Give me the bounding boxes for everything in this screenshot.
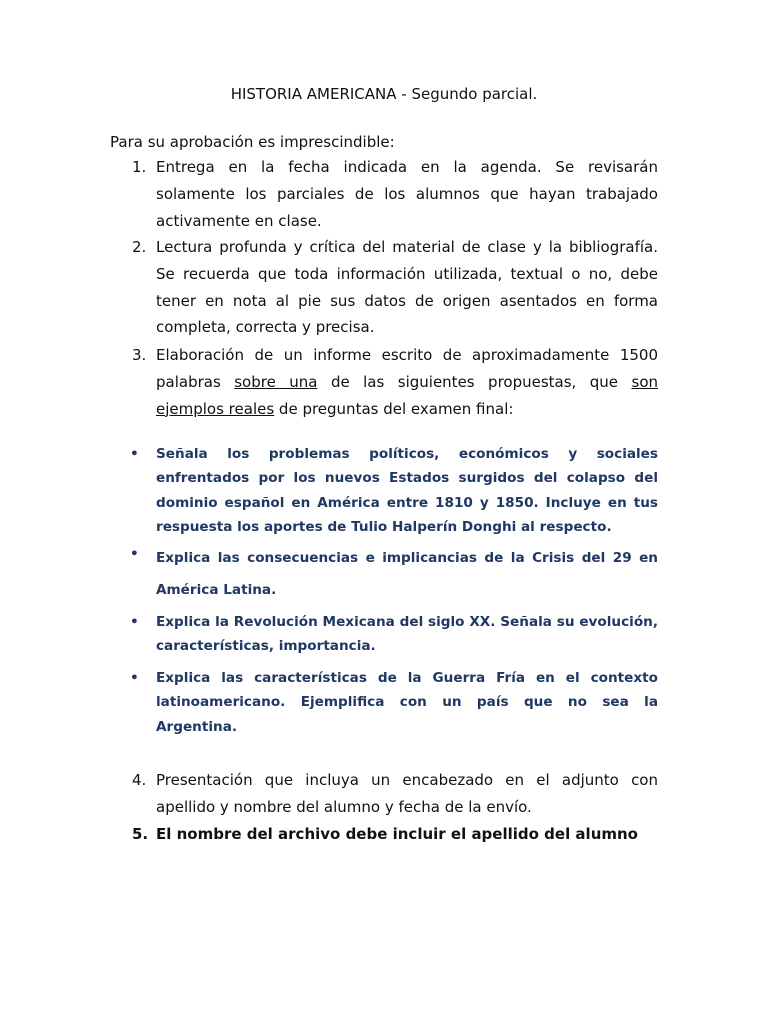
document-title: HISTORIA AMERICANA - Segundo parcial. [230,85,538,103]
bullet-text: Explica la Revolución Mexicana del siglo XX. Señala su evolución, características, importancia. [156,614,658,655]
list-number: 3. [132,346,147,364]
list-item-3 [110,342,658,422]
item3-text-c: de preguntas del examen final: [274,399,514,418]
bullet-item-4 [110,666,658,739]
list-number: 2. [132,238,147,256]
list-number: 5. [132,825,149,843]
item3-text-b: de las siguientes propuestas, que [317,372,632,391]
list-item-4 [110,767,658,821]
item3-underline-b: son ejemplos reales [156,372,658,418]
bullet-text: Explica las características de la Guerra Fría en el contexto latinoamericano. Ejemplifica con un país que no sea la Argentina. [156,670,658,735]
list-item-text: Lectura profunda y crítica del material de clase y la bibliografía. Se recuerda que toda información utilizada, textual o no, debe tener en nota al pie sus datos de origen asentados en forma completa, correcta y precisa. [156,238,658,337]
bullet-icon: • [130,446,139,462]
bullet-item-3 [110,610,658,659]
bullet-item-1 [110,442,658,540]
bullet-item-2 [110,542,658,606]
list-item-1 [110,154,658,234]
list-item-text: El nombre del archivo debe incluir el apellido del alumno [156,825,638,843]
item3-underline-a: sobre una [234,372,318,391]
bullet-text: Explica las consecuencias e implicancias de la Crisis del 29 en América Latina. [156,550,658,598]
bullet-icon: • [130,670,139,686]
list-number: 4. [132,771,147,789]
list-item-text [156,342,658,422]
bullet-icon: • [130,546,139,562]
bullet-icon: • [130,614,139,630]
list-item-5 [110,821,658,848]
list-item-2 [110,234,658,341]
list-item-text: Presentación que incluya un encabezado en el adjunto con apellido y nombre del alumno y fecha de la envío. [156,771,658,816]
item3-text-a: Elaboración de un informe escrito de aproximadamente 1500 palabras [156,346,658,391]
list-item-text: Entrega en la fecha indicada en la agenda. Se revisarán solamente los parciales de los alumnos que hayan trabajado activamente en clase. [156,158,658,230]
bullet-text: Señala los problemas políticos, económicos y sociales enfrentados por los nuevos Estados surgidos del colapso del dominio español en América entre 1810 y 1850. Incluye en tus respuesta los aportes de Tulio Halperín Donghi al respecto. [156,446,658,536]
list-number: 1. [132,158,147,176]
intro-text: Para su aprobación es imprescindible: [110,133,395,151]
